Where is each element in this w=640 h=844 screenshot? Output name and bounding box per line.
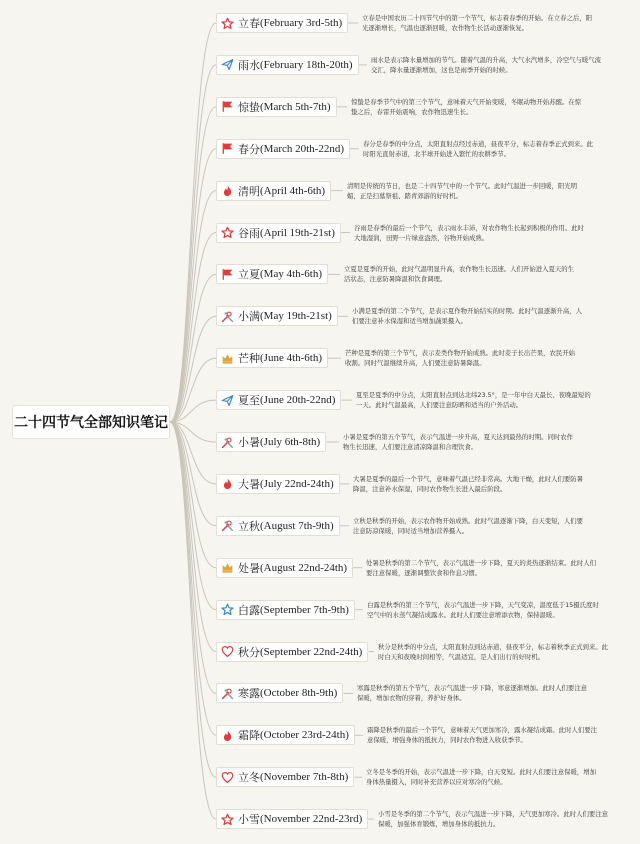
tools-icon <box>221 436 234 449</box>
solar-term-node[interactable] <box>216 139 350 159</box>
flame-icon <box>221 729 234 742</box>
solar-term-description: 霜降是秋季的最后一个节气，意味着天气更加寒冷，露水凝结成霜。此时人们要注意保暖，增强身体的抵抗力，同时农作物进入收获季节。 <box>367 726 598 745</box>
solar-term-dates: (June 4th-6th) <box>260 352 323 365</box>
solar-term-name: 谷雨 <box>238 226 260 240</box>
solar-term-dates: (July 6th-8th) <box>260 436 321 448</box>
solar-term-description: 白露是秋季的第三个节气，表示气温进一步下降，天气变凉，温度低于15摄氏度时空气中的水蒸气凝结成露水。此时人们要注意增添衣物，保持温暖。 <box>367 600 599 619</box>
heart-icon <box>221 771 234 784</box>
solar-term-name: 小雪 <box>238 813 260 827</box>
tools-icon <box>221 687 234 700</box>
solar-term-node[interactable] <box>216 558 353 578</box>
mindmap-root-title: 二十四节气全部知识笔记 <box>12 405 170 439</box>
solar-term-node[interactable] <box>216 223 341 243</box>
solar-term-node[interactable] <box>216 97 337 117</box>
solar-term-dates: (May 4th-6th) <box>260 268 323 281</box>
solar-term-name: 立冬 <box>238 771 260 785</box>
solar-term-description: 雨水是表示降水量增加的节气。随着气温的升高，大气水汽增多，冷空气与暖气流交汇，降水量逐渐增加，这也是雨季开始的时候。 <box>371 55 602 74</box>
solar-term-description: 惊蛰是春季节气中的第三个节气，意味着天气开始变暖，冬眠动物开始苏醒。在惊蛰之后，春雷开始震响，农作物迅速生长。 <box>351 97 582 116</box>
solar-term-node[interactable] <box>216 264 328 284</box>
solar-term-dates: (February 18th-20th) <box>260 58 353 71</box>
star-icon <box>221 17 234 30</box>
solar-term-dates: (March 20th-22nd) <box>260 142 345 155</box>
solar-term-dates: (September 7th-9th) <box>260 603 349 616</box>
tools-icon <box>221 310 234 323</box>
solar-term-dates: (November 7th-8th) <box>260 771 349 784</box>
crown-icon <box>221 561 234 574</box>
solar-term-name: 芒种 <box>238 352 260 366</box>
solar-term-name: 立春 <box>238 17 260 30</box>
solar-term-dates: (June 20th-22nd) <box>260 394 336 407</box>
star-blue-icon <box>221 603 234 616</box>
solar-term-dates: (May 19th-21st) <box>260 310 332 323</box>
solar-term-description: 夏至是夏季的中分点，太阳直射点到达北纬23.5°，是一年中白天最长、夜晚最短的一天。此时气温最高，人们要注意防晒和适当的户外活动。 <box>356 391 591 410</box>
solar-term-dates: (August 7th-9th) <box>260 519 334 532</box>
solar-term-node[interactable] <box>216 600 355 620</box>
tools-icon <box>221 519 234 532</box>
flag-icon <box>221 142 234 155</box>
star-icon <box>221 813 234 826</box>
solar-term-description: 立春是中国农历二十四节气中的第一个节气，标志着春季的开始。在立春之后，阳光逐渐增长，气温也逐渐回暖，农作物生长活动逐渐恢复。 <box>362 14 593 32</box>
solar-term-node[interactable] <box>216 683 343 703</box>
solar-term-name: 小暑 <box>238 436 260 449</box>
solar-term-description: 小雪是冬季的第二个节气，表示气温进一步下降，天气更加寒冷。此时人们要注意保暖，加强体育锻炼，增加身体的抵抗力。 <box>378 810 609 829</box>
flame-icon <box>221 184 234 197</box>
solar-term-description: 谷雨是春季的最后一个节气，表示雨水丰沛，对农作物生长起到积极的作用。此时大地湿润，田野一片绿意盎然，谷物开始成熟。 <box>354 223 585 242</box>
solar-term-name: 处暑 <box>238 561 260 575</box>
solar-term-node[interactable] <box>216 348 328 368</box>
solar-term-name: 立夏 <box>238 268 260 282</box>
solar-term-name: 清明 <box>238 184 260 198</box>
paper-plane-icon <box>221 394 234 407</box>
solar-term-description: 秋分是秋季的中分点，太阳直射点到达赤道，昼夜平分，标志着秋季正式到来。此时白天和夜晚时间相等，气温适宜，是人们出行的好时机。 <box>378 642 609 661</box>
solar-term-description: 春分是春季的中分点，太阳直射点经过赤道，昼夜平分，标志着春季正式到来。此时阳光直射赤道，北半球开始进入繁忙的农耕季节。 <box>363 139 594 158</box>
solar-term-dates: (April 4th-6th) <box>260 184 326 197</box>
solar-term-description: 立冬是冬季的开始，表示气温进一步下降，白天变短。此时人们要注意保暖，增加身体热量摄入，同时补充营养以应对寒冷的气候。 <box>366 768 597 787</box>
solar-term-dates: (October 23rd-24th) <box>260 729 349 742</box>
solar-term-name: 白露 <box>238 603 260 617</box>
solar-term-dates: (August 22nd-24th) <box>260 561 348 574</box>
crown-icon <box>221 352 234 365</box>
solar-term-description: 大暑是夏季的最后一个节气，意味着气温已经非常高。大地干燥，此时人们要防暑降温，注意补水保湿，同时农作物生长进入最后阶段。 <box>353 474 584 493</box>
solar-term-description: 寒露是秋季的第五个节气，表示气温进一步下降，寒意逐渐增加。此时人们要注意保暖，增加衣物的穿着，养护好身体。 <box>357 684 588 703</box>
solar-term-name: 夏至 <box>238 394 260 408</box>
solar-term-name: 春分 <box>238 142 260 156</box>
solar-term-node[interactable] <box>216 181 331 201</box>
solar-term-name: 小满 <box>238 310 260 324</box>
solar-term-name: 雨水 <box>238 58 260 72</box>
solar-term-dates: (September 22nd-24th) <box>260 645 363 658</box>
solar-term-name: 惊蛰 <box>238 100 260 114</box>
solar-term-dates: (October 8th-9th) <box>260 687 338 700</box>
star-icon <box>221 226 234 239</box>
solar-term-node[interactable] <box>216 432 326 452</box>
solar-term-description: 立秋是秋季的开始，表示农作物开始成熟。此时气温逐渐下降，白天变短，人们要注意防凉保暖，同时适当增加营养摄入。 <box>353 516 584 535</box>
solar-term-dates: (November 22nd-23rd) <box>260 813 363 826</box>
solar-term-description: 小暑是夏季的第五个节气，表示气温进一步升高，夏天达到最热的时期。同时农作物生长迅速，人们要注意清凉降温和合理饮食。 <box>343 433 574 451</box>
solar-term-node[interactable] <box>216 474 340 494</box>
connector-line <box>170 274 216 422</box>
heart-icon <box>221 645 234 658</box>
solar-term-node[interactable] <box>216 516 340 536</box>
paper-plane-icon <box>221 58 234 71</box>
solar-term-node[interactable] <box>216 306 338 326</box>
solar-term-dates: (April 19th-21st) <box>260 226 335 239</box>
solar-term-node[interactable] <box>216 809 368 829</box>
solar-term-name: 立秋 <box>238 519 260 533</box>
solar-term-node[interactable] <box>216 767 354 787</box>
connector-line <box>170 422 216 568</box>
solar-term-node[interactable] <box>216 390 341 410</box>
solar-term-description: 小满是夏季的第二个节气，是表示夏作物开始结实的时期。此时气温逐渐升高，人们要注意补水保湿和适当增加蔬果摄入。 <box>352 307 583 326</box>
solar-term-description: 立夏是夏季的开始，此时气温明显升高，农作物生长迅速。人们开始进入夏天的生活状态，注意防暑降温和饮食调理。 <box>344 265 575 284</box>
connector-line <box>170 422 216 610</box>
connector-line <box>170 233 216 423</box>
solar-term-node[interactable] <box>216 642 368 662</box>
solar-term-name: 秋分 <box>238 645 260 659</box>
solar-term-description: 处暑是秋季的第二个节气，表示气温进一步下降，夏天的炎热逐渐结束。此时人们要注意保暖，逐渐调整饮食和作息习惯。 <box>366 558 597 577</box>
flame-icon <box>221 477 234 490</box>
solar-term-node[interactable] <box>216 725 355 745</box>
solar-term-dates: (March 5th-7th) <box>260 100 331 113</box>
solar-term-node[interactable] <box>216 13 348 33</box>
solar-term-name: 霜降 <box>238 729 260 743</box>
flag-icon <box>221 100 234 113</box>
solar-term-name: 寒露 <box>238 687 260 701</box>
solar-term-description: 清明是传统的节日，也是二十四节气中的一个节气。此时气温进一步回暖，阳光明媚，正是扫墓祭祖、踏青郊游的好时机。 <box>347 181 578 200</box>
flag-icon <box>221 268 234 281</box>
solar-term-node[interactable] <box>216 55 359 75</box>
solar-term-dates: (February 3rd-5th) <box>260 17 343 29</box>
solar-term-name: 大暑 <box>238 477 260 491</box>
solar-term-description: 芒种是夏季的第三个节气，表示麦类作物开始成熟。此时麦子长出芒果，农民开始收割。同时气温继续升高，人们要注意防暑降温。 <box>345 349 576 368</box>
solar-term-dates: (July 22nd-24th) <box>260 477 334 490</box>
